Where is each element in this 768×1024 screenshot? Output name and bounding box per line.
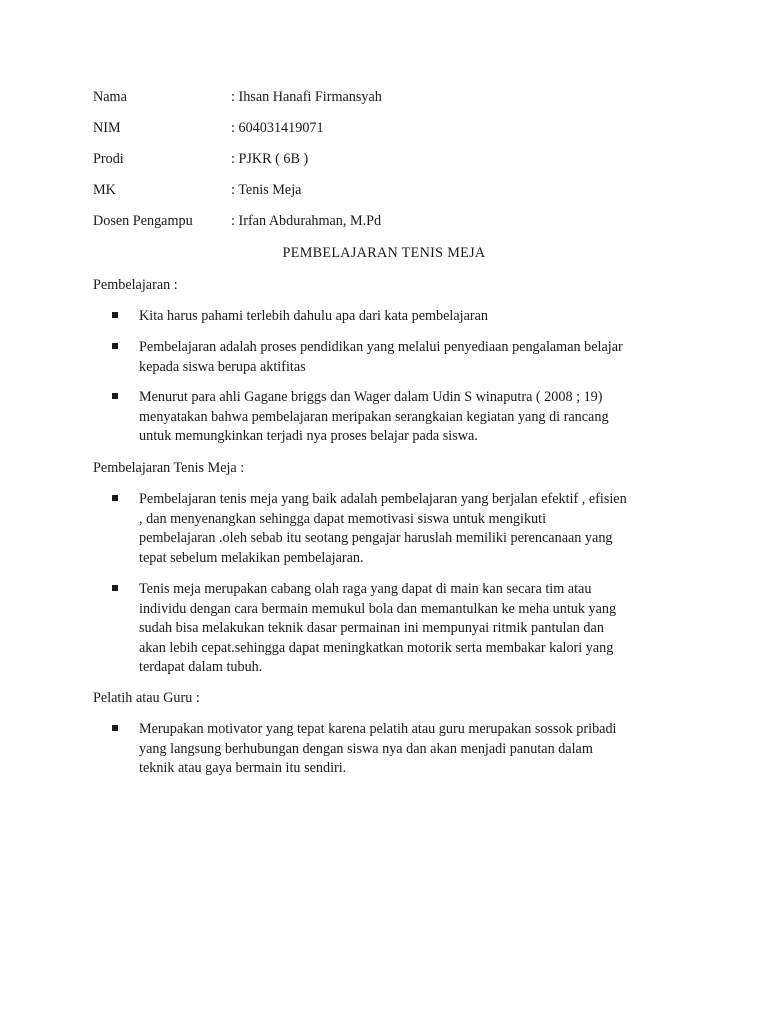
bullet-text [139,388,679,447]
field-label: Nama [93,89,127,105]
field-label: NIM [93,120,121,136]
bullet-line: Pembelajaran adalah proses pendidikan yang melalui penyediaan pengalaman belajar [139,339,623,355]
bullet-line: akan lebih cepat.sehingga dapat meningkatkan motorik serta membakar kalori yang [139,639,614,656]
field-value: : Ihsan Hanafi Firmansyah [231,89,382,105]
bullet-line: untuk memungkinkan terjadi nya proses belajar pada siswa. [139,428,478,444]
section-heading-pelatih: Pelatih atau Guru : [93,690,200,706]
bullet-text [139,338,679,377]
bullet-text [139,580,679,678]
square-bullet-icon [112,495,118,501]
bullet-line: sudah bisa melakukan teknik dasar permainan ini mempunyai ritmik pantulan dan [139,620,604,636]
bullet-line: teknik atau gaya bermain itu sendiri. [139,760,347,776]
bullet-line: Menurut para ahli Gagane briggs dan Wager dalam Udin S winaputra ( 2008 ; 19) [139,389,603,405]
section-heading-tenis-meja: Pembelajaran Tenis Meja : [93,460,245,476]
field-value: : Irfan Abdurahman, M.Pd [231,213,382,229]
bullet-line: menyatakan bahwa pembelajaran meripakan serangkaian kegiatan yang di rancang [139,408,609,425]
bullet-text [139,307,679,327]
bullet-line: yang langsung berhubungan dengan siswa nya dan akan menjadi panutan dalam [139,740,593,757]
bullet-line: kepada siswa berupa aktifitas [139,358,306,375]
section-heading-pembelajaran: Pembelajaran : [93,277,178,293]
square-bullet-icon [112,343,118,349]
field-value: : Tenis Meja [231,182,302,198]
field-label: Prodi [93,151,124,167]
bullet-line: Kita harus pahami terlebih dahulu apa dari kata pembelajaran [139,308,489,324]
bullet-line: terdapat dalam tubuh. [139,659,263,675]
bullet-line: Pembelajaran tenis meja yang baik adalah pembelajaran yang berjalan efektif , efisien [139,491,627,507]
field-label: MK [93,182,116,198]
square-bullet-icon [112,393,118,399]
field-value: : 604031419071 [231,120,324,136]
bullet-line: Tenis meja merupakan cabang olah raga yang dapat di main kan secara tim atau [139,581,592,597]
bullet-text [139,490,679,568]
document-title: PEMBELAJARAN TENIS MEJA [282,245,486,261]
bullet-line: , dan menyenangkan sehingga dapat memotivasi siswa untuk mengikuti [139,510,547,527]
square-bullet-icon [112,312,118,318]
square-bullet-icon [112,725,118,731]
field-label: Dosen Pengampu [93,213,193,229]
square-bullet-icon [112,585,118,591]
bullet-text [139,720,679,779]
bullet-line: pembelajaran .oleh sebab itu seotang pengajar haruslah memiliki perencanaan yang [139,530,613,546]
bullet-line: tepat sebelum melakikan pembelajaran. [139,549,364,566]
bullet-line: individu dengan cara bermain memukul bola dan memantulkan ke meha untuk yang [139,600,617,617]
field-value: : PJKR ( 6B ) [231,151,309,167]
bullet-line: Merupakan motivator yang tepat karena pelatih atau guru merupakan sossok pribadi [139,721,617,737]
